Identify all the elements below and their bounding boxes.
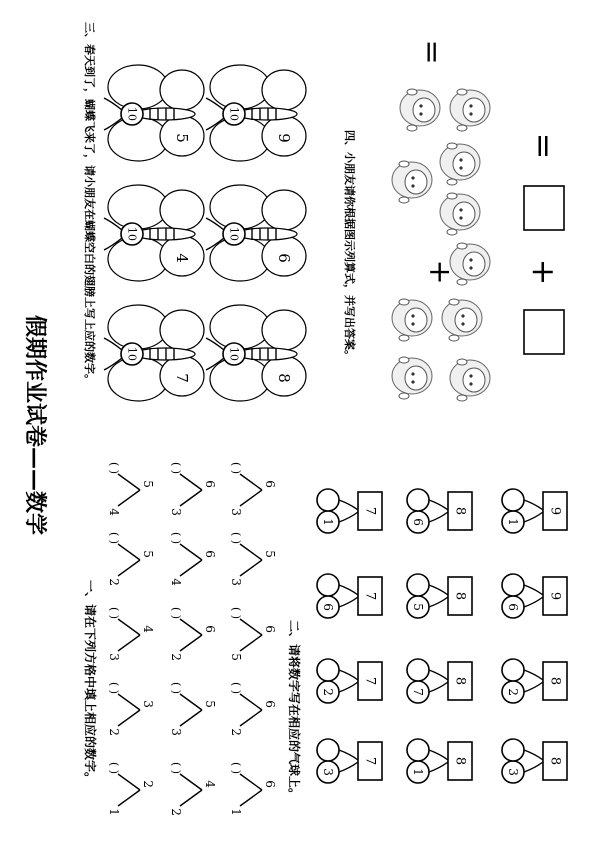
sheep-ear xyxy=(447,143,457,149)
balloon-given-number-group xyxy=(506,603,520,611)
sheep-ear xyxy=(449,335,459,341)
equation-plus-symbol: + xyxy=(422,259,458,285)
decomposition-total-number: 6 xyxy=(263,625,277,633)
equation-plus-symbol: + xyxy=(525,258,563,286)
sheep-ear xyxy=(399,161,409,167)
decomposition-blank-paren: ( ) xyxy=(107,606,121,620)
decomposition-total-number: 6 xyxy=(263,480,277,488)
decomposition-blank-paren: ( ) xyxy=(169,761,183,775)
sheep-face xyxy=(405,170,427,194)
decomposition-blank-paren: ( ) xyxy=(107,761,121,775)
balloon-total-number-group xyxy=(453,757,468,765)
balloon-total-number-group xyxy=(363,757,378,765)
sheep-ear xyxy=(399,335,409,341)
butterfly-head-number: 10 xyxy=(227,227,241,241)
sheep-eye xyxy=(411,314,414,317)
section-4-heading: 四、小朋友请你根据图示列算式，并写出答案。 xyxy=(343,130,356,361)
section-2-heading: 二、请将数字写在相应的气球上。 xyxy=(287,620,301,801)
sheep-eye xyxy=(411,372,414,375)
decomposition-given-number: 3 xyxy=(169,728,183,736)
sheep-eye xyxy=(459,208,462,211)
sheep-eye xyxy=(459,158,462,161)
balloon-blank[interactable] xyxy=(317,489,339,511)
decomposition-given-number-group xyxy=(107,728,121,736)
decomposition-blank-paren-group xyxy=(170,462,183,474)
butterfly-wing-number: 5 xyxy=(173,133,191,143)
butterfly-head-number-group xyxy=(126,347,139,361)
decomposition-blank-paren-group xyxy=(108,462,121,474)
balloon-total-number-group xyxy=(363,592,378,600)
balloon-blank[interactable] xyxy=(407,739,429,761)
butterfly-wing-number-group xyxy=(173,133,191,143)
balloon-blank[interactable] xyxy=(502,489,524,511)
decomposition-blank-paren-group xyxy=(230,607,243,619)
sheep-eye xyxy=(411,380,414,383)
balloon-given-number: 3 xyxy=(506,768,520,776)
decomposition-given-number: 3 xyxy=(229,578,243,586)
balloon-given-number-group xyxy=(321,768,335,776)
decomposition-given-number-group xyxy=(169,578,183,586)
decomposition-given-number: 3 xyxy=(107,653,121,661)
butterfly-head-number: 10 xyxy=(227,107,241,121)
butterfly-lower-wing-left[interactable] xyxy=(262,190,306,230)
decomposition-given-number-group xyxy=(229,653,243,661)
balloon-total-number: 7 xyxy=(362,591,378,601)
balloon-given-number: 5 xyxy=(411,603,425,611)
decomposition-blank-paren: ( ) xyxy=(229,681,243,695)
balloon-total-number: 7 xyxy=(362,506,378,516)
butterfly-head-number-group xyxy=(126,107,139,121)
decomposition-total-number: 6 xyxy=(203,625,217,633)
decomposition-given-number: 2 xyxy=(107,578,121,586)
balloon-total-number-group xyxy=(363,507,378,515)
sheep-ear xyxy=(457,243,467,249)
decomposition-total-number-group xyxy=(263,550,277,558)
balloon-total-number: 7 xyxy=(362,676,378,686)
decomposition-given-number-group xyxy=(107,653,121,661)
decomposition-total-number-group xyxy=(263,625,277,633)
balloon-total-number: 8 xyxy=(452,676,468,686)
balloon-blank[interactable] xyxy=(407,659,429,681)
sheep-eye xyxy=(469,258,472,261)
decomposition-blank-paren: ( ) xyxy=(169,681,183,695)
butterfly-head-number: 10 xyxy=(125,107,139,121)
decomposition-total-number: 6 xyxy=(263,700,277,708)
balloon-given-number: 1 xyxy=(506,518,520,526)
decomposition-given-number: 3 xyxy=(169,508,183,516)
decomposition-blank-paren-group xyxy=(230,762,243,774)
decomposition-total-number: 5 xyxy=(141,480,155,488)
answer-box-1[interactable] xyxy=(524,310,564,354)
balloon-blank[interactable] xyxy=(502,574,524,596)
decomposition-given-number-group xyxy=(229,808,243,816)
balloon-given-number: 1 xyxy=(411,768,425,776)
sheep-face xyxy=(405,308,427,332)
decomposition-total-number-group xyxy=(141,700,155,708)
balloon-given-number: 6 xyxy=(506,603,520,611)
decomposition-blank-paren-group xyxy=(170,607,183,619)
balloon-blank[interactable] xyxy=(317,574,339,596)
sheep-eye xyxy=(411,322,414,325)
decomposition-total-number-group xyxy=(203,700,217,708)
decomposition-blank-paren: ( ) xyxy=(229,461,243,475)
decomposition-given-number: 1 xyxy=(229,808,243,816)
decomposition-blank-paren-group xyxy=(108,682,121,694)
sheep-eye xyxy=(469,382,472,385)
sheep-ear xyxy=(457,359,467,365)
balloon-total-number-group xyxy=(453,507,468,515)
balloon-given-number-group xyxy=(321,518,335,526)
sheep-ear xyxy=(407,89,417,95)
sheep-face xyxy=(463,252,485,276)
decomposition-blank-paren-group xyxy=(230,682,243,694)
decomposition-total-number-group xyxy=(203,780,217,788)
decomposition-total-number-group xyxy=(141,780,155,788)
equation-plus-symbol-group xyxy=(525,259,563,286)
balloon-given-number-group xyxy=(506,768,520,776)
balloon-blank[interactable] xyxy=(317,739,339,761)
balloon-total-number-group xyxy=(453,592,468,600)
worksheet-title: 假期作业试卷——数学 xyxy=(22,314,48,536)
decomposition-given-number: 3 xyxy=(229,508,243,516)
balloon-total-number: 8 xyxy=(452,756,468,766)
decomposition-total-number-group xyxy=(141,480,155,488)
balloon-total-number: 8 xyxy=(547,676,563,686)
butterfly-lower-wing-left[interactable] xyxy=(160,70,204,110)
decomposition-given-number: 2 xyxy=(107,728,121,736)
decomposition-total-number: 6 xyxy=(263,780,277,788)
sheep-face xyxy=(405,366,427,390)
balloon-blank[interactable] xyxy=(502,659,524,681)
decomposition-total-number: 5 xyxy=(203,700,217,708)
butterfly-wing-number: 9 xyxy=(275,133,293,143)
decomposition-total-number-group xyxy=(203,480,217,488)
balloon-total-number-group xyxy=(363,677,378,685)
decomposition-total-number: 4 xyxy=(203,780,217,788)
decomposition-given-number: 2 xyxy=(169,808,183,816)
decomposition-blank-paren-group xyxy=(108,607,121,619)
butterfly-wing-number: 8 xyxy=(275,373,293,383)
decomposition-blank-paren: ( ) xyxy=(169,606,183,620)
butterfly-upper-wing-left xyxy=(210,185,270,229)
sheep-eye xyxy=(469,112,472,115)
sheep-eye xyxy=(411,184,414,187)
butterfly-body xyxy=(135,228,195,240)
sheep-ear xyxy=(447,229,457,235)
decomposition-given-number: 5 xyxy=(229,653,243,661)
sheep-eye xyxy=(419,112,422,115)
decomposition-blank-paren: ( ) xyxy=(169,461,183,475)
balloon-total-number: 8 xyxy=(452,506,468,516)
decomposition-total-number: 6 xyxy=(203,480,217,488)
sheep-ear xyxy=(457,89,467,95)
decomposition-given-number-group xyxy=(229,728,243,736)
butterfly-body xyxy=(135,348,195,360)
decomposition-total-number: 4 xyxy=(141,625,155,633)
butterfly-lower-wing-left[interactable] xyxy=(262,70,306,110)
equation-equals-symbol: = xyxy=(414,39,450,65)
decomposition-total-number-group xyxy=(263,480,277,488)
sheep-eye xyxy=(469,266,472,269)
butterfly-wing-number-group xyxy=(275,253,293,263)
sheep-ear xyxy=(399,299,409,305)
sheep-ear xyxy=(457,279,467,285)
decomposition-blank-paren-group xyxy=(170,682,183,694)
equation-equals-symbol-group xyxy=(525,133,563,160)
decomposition-blank-paren: ( ) xyxy=(229,761,243,775)
decomposition-given-number-group xyxy=(169,728,183,736)
butterfly-head-number-group xyxy=(228,227,241,241)
sheep-eye xyxy=(469,104,472,107)
decomposition-given-number-group xyxy=(229,508,243,516)
sheep-face xyxy=(453,202,475,226)
sheep-ear xyxy=(407,125,417,131)
sheep-eye xyxy=(459,166,462,169)
decomposition-blank-paren-group xyxy=(170,762,183,774)
sheep-ear xyxy=(447,193,457,199)
sheep-ear xyxy=(447,179,457,185)
decomposition-total-number: 6 xyxy=(203,550,217,558)
equation-equals-symbol: = xyxy=(525,132,563,160)
sheep-ear xyxy=(457,125,467,131)
balloon-given-number: 2 xyxy=(321,688,335,696)
answer-box-2[interactable] xyxy=(524,186,564,230)
section-1-heading: 一、请在下列方格中填上相应的数字。 xyxy=(83,580,97,785)
butterfly-wing-number-group xyxy=(275,373,293,383)
decomposition-blank-paren: ( ) xyxy=(229,531,243,545)
decomposition-total-number: 5 xyxy=(141,550,155,558)
butterfly-head-number-group xyxy=(228,107,241,121)
balloon-given-number-group xyxy=(411,518,425,526)
balloon-given-number: 6 xyxy=(321,603,335,611)
decomposition-given-number-group xyxy=(169,508,183,516)
butterfly-wing-number-group xyxy=(173,253,191,263)
decomposition-blank-paren-group xyxy=(230,532,243,544)
butterfly-lower-wing-left[interactable] xyxy=(160,190,204,230)
decomposition-given-number-group xyxy=(169,653,183,661)
balloon-given-number-group xyxy=(411,603,425,611)
butterfly-head-number: 10 xyxy=(125,227,139,241)
balloon-given-number-group xyxy=(506,688,520,696)
decomposition-blank-paren-group xyxy=(108,532,121,544)
decomposition-total-number-group xyxy=(203,550,217,558)
balloon-total-number-group xyxy=(548,507,563,515)
sheep-face xyxy=(453,152,475,176)
equation-equals-symbol-group xyxy=(415,39,450,64)
balloon-total-number: 9 xyxy=(547,591,563,601)
butterfly-upper-wing-left xyxy=(108,305,168,349)
decomposition-given-number-group xyxy=(107,808,121,816)
sheep-face xyxy=(455,308,477,332)
balloon-given-number-group xyxy=(321,688,335,696)
sheep-face xyxy=(463,98,485,122)
decomposition-given-number-group xyxy=(229,578,243,586)
sheep-face xyxy=(463,368,485,392)
decomposition-total-number: 3 xyxy=(141,700,155,708)
butterfly-wing-number-group xyxy=(275,133,293,143)
butterfly-upper-wing-left xyxy=(108,65,168,109)
butterfly-body xyxy=(237,348,297,360)
sheep-ear xyxy=(457,395,467,401)
decomposition-blank-paren-group xyxy=(170,532,183,544)
butterfly-head-number: 10 xyxy=(125,347,139,361)
balloon-given-number: 3 xyxy=(321,768,335,776)
decomposition-given-number: 4 xyxy=(169,578,183,586)
decomposition-total-number-group xyxy=(141,550,155,558)
decomposition-given-number-group xyxy=(107,578,121,586)
butterfly-lower-wing-left[interactable] xyxy=(262,310,306,350)
balloon-total-number: 7 xyxy=(362,756,378,766)
sheep-ear xyxy=(399,357,409,363)
balloon-given-number-group xyxy=(411,768,425,776)
decomposition-blank-paren-group xyxy=(230,462,243,474)
butterfly-upper-wing-left xyxy=(210,305,270,349)
decomposition-total-number-group xyxy=(263,780,277,788)
decomposition-blank-paren: ( ) xyxy=(107,681,121,695)
balloon-blank[interactable] xyxy=(317,659,339,681)
butterfly-body xyxy=(237,108,297,120)
balloon-total-number: 8 xyxy=(452,591,468,601)
decomposition-blank-paren: ( ) xyxy=(169,531,183,545)
balloon-total-number-group xyxy=(548,592,563,600)
sheep-eye xyxy=(411,176,414,179)
butterfly-head-number-group xyxy=(228,347,241,361)
decomposition-total-number-group xyxy=(203,625,217,633)
sheep-ear xyxy=(449,299,459,305)
butterfly-upper-wing-left xyxy=(108,185,168,229)
balloon-blank[interactable] xyxy=(502,739,524,761)
balloon-blank[interactable] xyxy=(407,489,429,511)
sheep-ear xyxy=(399,197,409,203)
balloon-total-number-group xyxy=(548,677,563,685)
decomposition-given-number-group xyxy=(107,508,121,516)
decomposition-given-number-group xyxy=(169,808,183,816)
sheep-ear xyxy=(399,393,409,399)
balloon-given-number: 1 xyxy=(321,518,335,526)
butterfly-wing-number-group xyxy=(173,373,191,383)
balloon-total-number: 9 xyxy=(547,506,563,516)
decomposition-total-number: 5 xyxy=(263,550,277,558)
decomposition-given-number: 2 xyxy=(229,728,243,736)
butterfly-head-number: 10 xyxy=(227,347,241,361)
butterfly-body xyxy=(237,228,297,240)
sheep-eye xyxy=(459,216,462,219)
sheep-eye xyxy=(419,104,422,107)
butterfly-wing-number: 4 xyxy=(173,253,191,263)
decomposition-given-number: 2 xyxy=(169,653,183,661)
balloon-blank[interactable] xyxy=(407,574,429,596)
butterfly-head-number-group xyxy=(126,227,139,241)
sheep-face xyxy=(413,98,435,122)
decomposition-given-number: 1 xyxy=(107,808,121,816)
decomposition-total-number-group xyxy=(263,700,277,708)
sheep-eye xyxy=(461,322,464,325)
decomposition-blank-paren: ( ) xyxy=(107,531,121,545)
butterfly-body xyxy=(135,108,195,120)
balloon-given-number: 6 xyxy=(411,518,425,526)
equation-plus-symbol-group xyxy=(423,259,458,284)
butterfly-wing-number: 6 xyxy=(275,253,293,263)
decomposition-total-number: 2 xyxy=(141,780,155,788)
sheep-eye xyxy=(461,314,464,317)
balloon-total-number-group xyxy=(453,677,468,685)
butterfly-upper-wing-left xyxy=(210,65,270,109)
decomposition-blank-paren: ( ) xyxy=(107,461,121,475)
balloon-total-number: 8 xyxy=(547,756,563,766)
decomposition-blank-paren-group xyxy=(108,762,121,774)
balloon-given-number: 7 xyxy=(411,688,425,696)
decomposition-blank-paren: ( ) xyxy=(229,606,243,620)
decomposition-given-number: 4 xyxy=(107,508,121,516)
butterfly-wing-number: 7 xyxy=(173,373,191,383)
sheep-eye xyxy=(469,374,472,377)
section-3-heading: 三、春天到了，蝴蝶飞来了，请小朋友在蝴蝶空白的翅膀上写上应的数字。 xyxy=(83,22,96,385)
decomposition-total-number-group xyxy=(141,625,155,633)
balloon-given-number-group xyxy=(506,518,520,526)
balloon-given-number-group xyxy=(411,688,425,696)
butterfly-lower-wing-left[interactable] xyxy=(160,310,204,350)
balloon-given-number-group xyxy=(321,603,335,611)
balloon-given-number: 2 xyxy=(506,688,520,696)
balloon-total-number-group xyxy=(548,757,563,765)
